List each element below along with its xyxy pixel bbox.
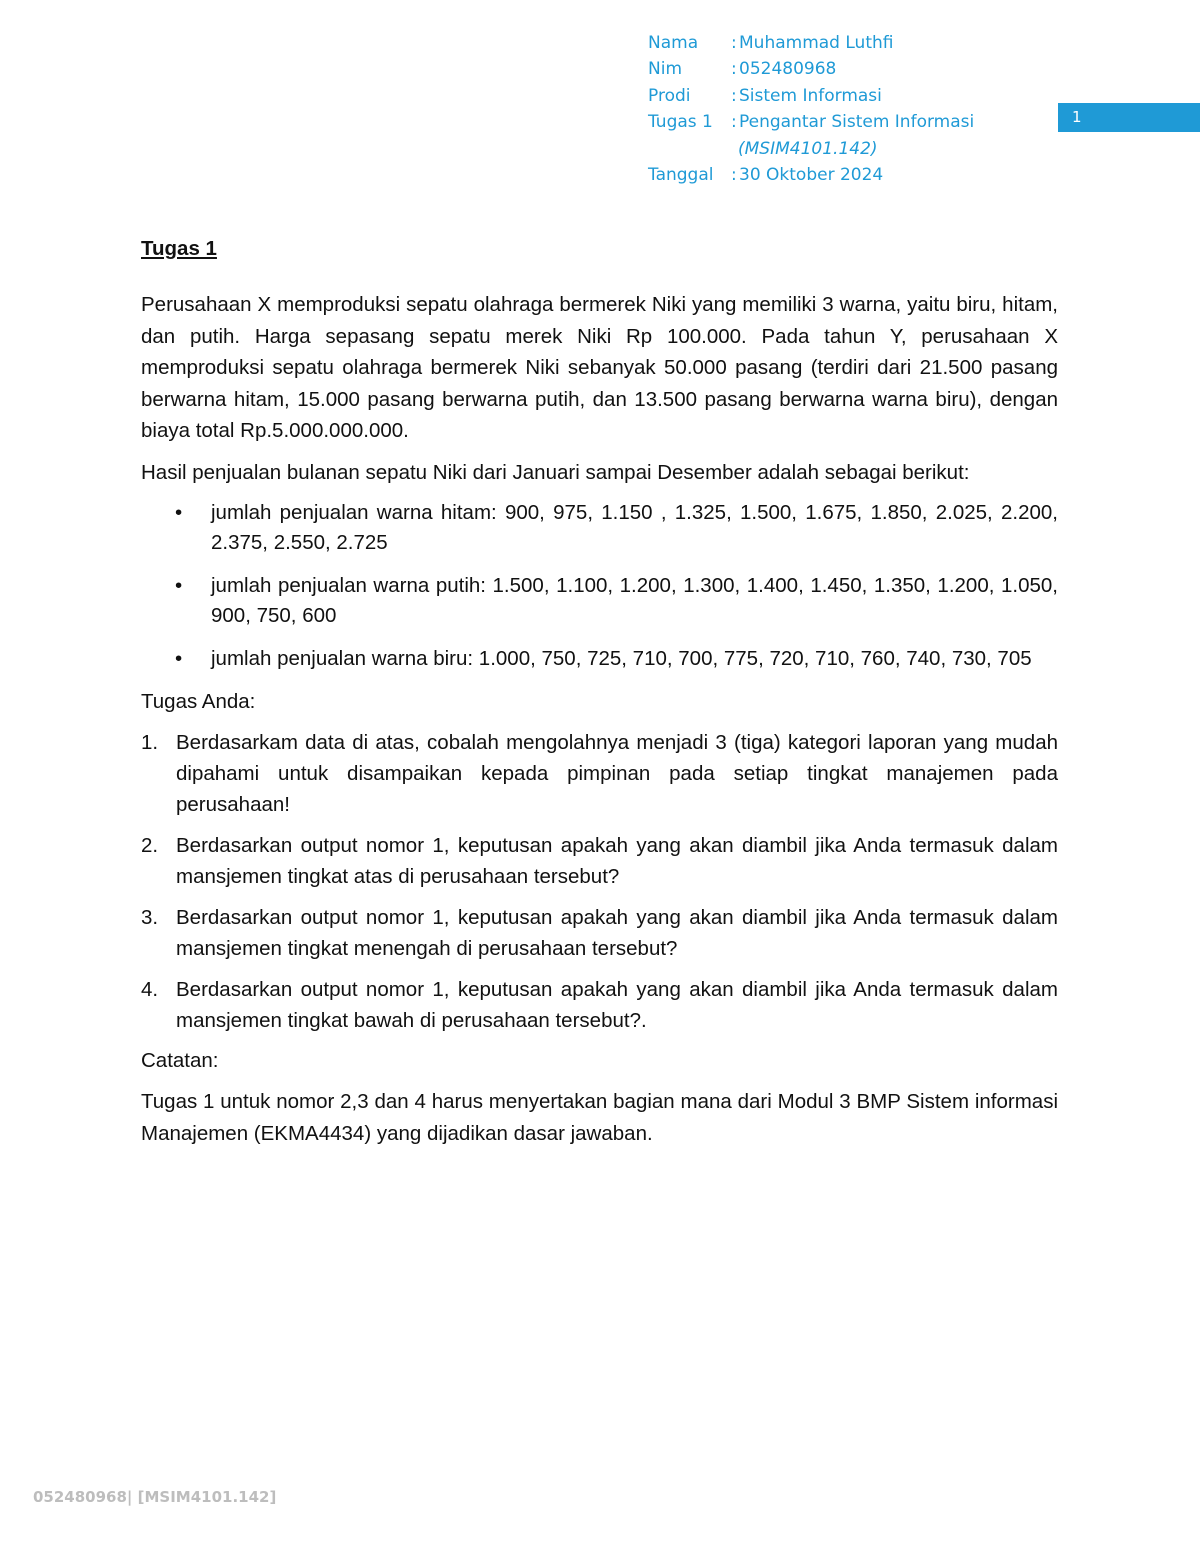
info-value: 30 Oktober 2024	[739, 164, 884, 185]
note-paragraph: Tugas 1 untuk nomor 2,3 dan 4 harus menyertakan bagian mana dari Modul 3 BMP Sistem informasi Manajemen (EKMA4434) yang dijadikan dasar jawaban.	[141, 1090, 1058, 1145]
page-number: 1	[1072, 108, 1082, 126]
sales-text: jumlah penjualan warna hitam: 900, 975, 1.150 , 1.325, 1.500, 1.675, 1.850, 2.025, 2.200, 2.375, 2.550, 2.725	[211, 501, 1058, 554]
bullet-icon: •	[175, 501, 183, 524]
document-body	[141, 234, 1058, 1159]
info-colon: :	[731, 33, 737, 53]
sales-intro-paragraph: Hasil penjualan bulanan sepatu Niki dari Januari sampai Desember adalah sebagai berikut:	[141, 460, 970, 484]
task-number: 2.	[141, 834, 159, 857]
info-colon: :	[731, 59, 737, 80]
info-label: Tugas 1	[648, 112, 713, 133]
info-colon: :	[731, 164, 737, 185]
page-footer: 052480968| [MSIM4101.142]	[33, 1488, 277, 1506]
task-text: Berdasarkan output nomor 1, keputusan apakah yang akan diambil jika Anda termasuk dalam mansjemen tingkat atas di perusahaan tersebut?	[176, 834, 1058, 888]
list-item	[141, 727, 1058, 820]
info-colon: :	[731, 85, 737, 106]
intro-paragraph: Perusahaan X memproduksi sepatu olahraga bermerek Niki yang memiliki 3 warna, yaitu biru, hitam, dan putih. Harga sepasang sepatu merek Niki Rp 100.000. Pada tahun Y, perusahaan X memproduksi sepatu olahraga bermerek Niki sebanyak 50.000 pasang (terdiri dari 21.500 pasang berwarna hitam, 15.000 pasang berwarna putih, dan 13.500 pasang berwarna warna biru), dengan biaya total Rp.5.000.000.000.	[141, 293, 1058, 442]
list-item	[141, 830, 1058, 892]
page-number-tab	[1058, 103, 1200, 132]
tasks-list	[141, 727, 1058, 1036]
task-text: Berdasarkan output nomor 1, keputusan apakah yang akan diambil jika Anda termasuk dalam mansjemen tingkat bawah di perusahaan tersebut?.	[176, 978, 1058, 1032]
info-label: Tanggal	[648, 164, 714, 185]
task-number: 3.	[141, 906, 159, 929]
bullet-icon: •	[175, 574, 183, 597]
info-label: Nim	[648, 59, 682, 80]
info-label: Nama	[648, 33, 699, 53]
task-text: Berdasarkan output nomor 1, keputusan apakah yang akan diambil jika Anda termasuk dalam mansjemen tingkat menengah di perusahaan tersebut?	[176, 906, 1058, 960]
list-item	[141, 571, 1058, 631]
note-label: Catatan:	[141, 1049, 219, 1072]
tasks-label: Tugas Anda:	[141, 690, 256, 713]
sales-text: jumlah penjualan warna putih: 1.500, 1.100, 1.200, 1.300, 1.400, 1.450, 1.350, 1.200, 1.050, 900, 750, 600	[211, 574, 1058, 627]
info-value: Sistem Informasi	[739, 85, 882, 106]
course-code: (MSIM4101.142)	[738, 138, 878, 159]
list-item	[141, 902, 1058, 964]
list-item	[141, 974, 1058, 1036]
task-text: Berdasarkam data di atas, cobalah mengolahnya menjadi 3 (tiga) kategori laporan yang mudah dipahami untuk disampaikan kepada pimpinan pada setiap tingkat manajemen pada perusahaan!	[176, 731, 1058, 816]
info-value: 052480968	[739, 59, 837, 80]
info-value: Muhammad Luthfi	[739, 33, 894, 53]
info-colon: :	[731, 112, 737, 133]
task-number: 1.	[141, 731, 159, 754]
list-item	[141, 498, 1058, 558]
sales-list	[141, 498, 1058, 674]
info-value: Pengantar Sistem Informasi	[739, 112, 975, 133]
page-title: Tugas 1	[141, 237, 217, 260]
task-number: 4.	[141, 978, 159, 1001]
info-label: Prodi	[648, 85, 691, 106]
sales-text: jumlah penjualan warna biru: 1.000, 750, 725, 710, 700, 775, 720, 710, 760, 740, 730, 705	[211, 647, 1032, 670]
bullet-icon: •	[175, 647, 183, 670]
list-item	[141, 644, 1058, 674]
